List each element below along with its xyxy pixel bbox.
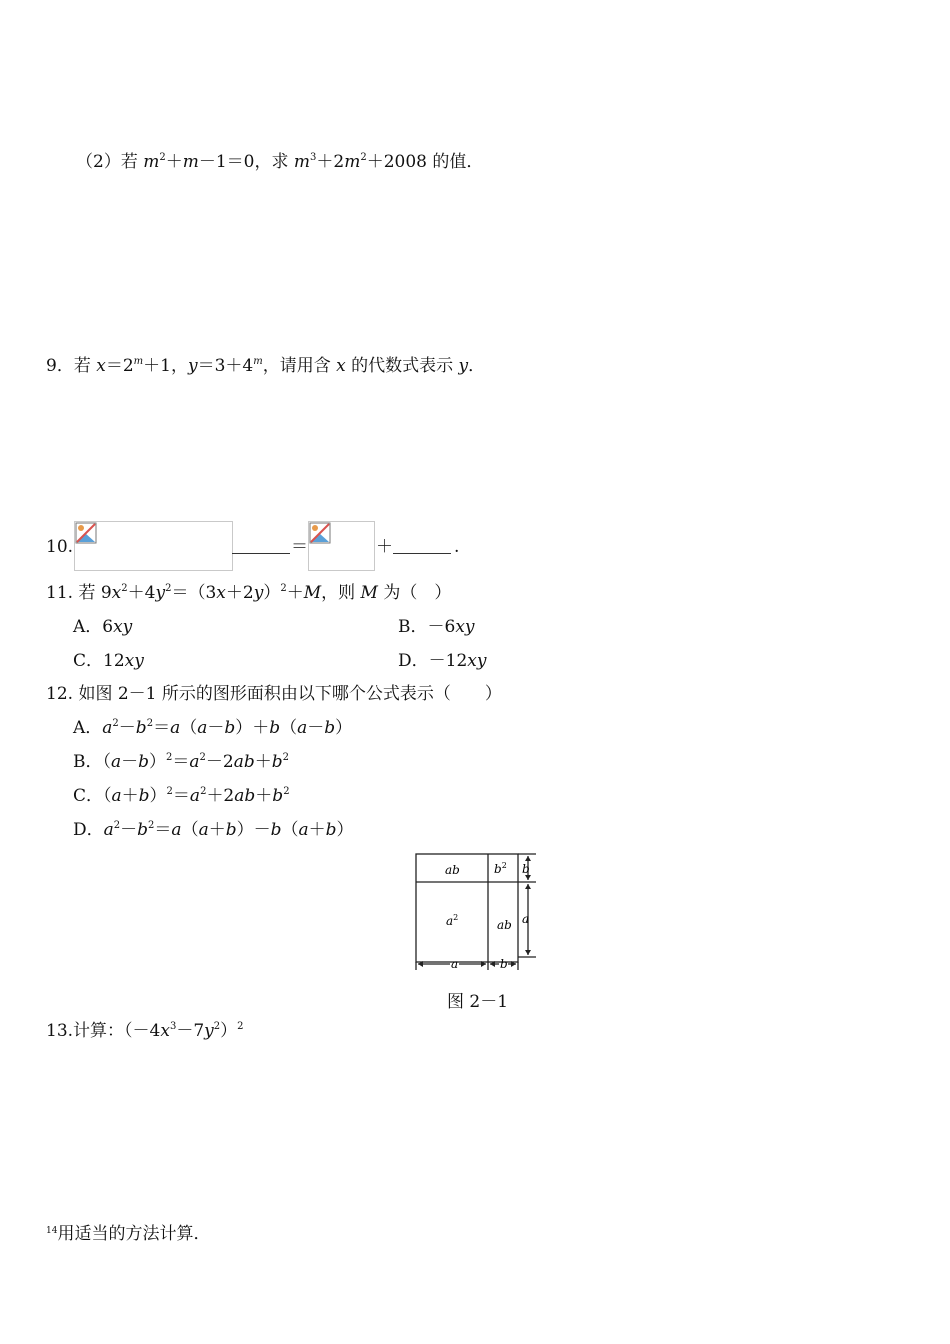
missing-image-1 bbox=[74, 521, 233, 571]
figure-caption: 图 2－1 bbox=[447, 992, 509, 1012]
option-12-d[interactable]: D．$a^2-b^2=a(a+b)-b(a+b)$ bbox=[73, 820, 354, 840]
question-9: 9．若 $x=2^m+1$，$y=3+4^m$，请用含 x 的代数式表示 y． bbox=[46, 356, 486, 376]
question-13: 13.计算：$(-4x^3-7y^2)^2$ bbox=[46, 1021, 244, 1041]
question-10-number: 10. bbox=[46, 537, 74, 557]
option-12-b[interactable]: B．$(a-b)^2=a^2-2ab+b^2$ bbox=[73, 752, 290, 772]
figure-label-b-squared: $b^2$ bbox=[494, 861, 507, 876]
missing-image-2 bbox=[308, 521, 375, 571]
option-11-b[interactable]: B．－6xy bbox=[398, 617, 475, 637]
question-10-plus: ＋ bbox=[376, 537, 393, 557]
question-10-blank-1[interactable] bbox=[232, 535, 290, 561]
broken-image-icon bbox=[309, 522, 331, 544]
figure-label-a-squared: $a^2$ bbox=[446, 913, 459, 928]
figure-label-bottom-a: a bbox=[451, 957, 459, 971]
option-11-d[interactable]: D．－12xy bbox=[398, 651, 487, 671]
figure-label-ab-top: ab bbox=[445, 863, 460, 877]
option-12-a[interactable]: A．$a^2-b^2=a(a-b)+b(a-b)$ bbox=[73, 718, 353, 738]
figure-label-side-a: a bbox=[522, 912, 530, 926]
question-10-end: . bbox=[454, 537, 460, 557]
option-11-a[interactable]: A．6xy bbox=[73, 617, 133, 637]
figure-label-ab-right: ab bbox=[497, 918, 512, 932]
question-11: 11. 若 $9x^2+4y^2=(3x+2y)^2+M$，则 M 为（ ） bbox=[46, 583, 452, 603]
question-14: $^{14}$用适当的方法计算． bbox=[46, 1224, 211, 1244]
option-12-c[interactable]: C．$(a+b)^2=a^2+2ab+b^2$ bbox=[73, 786, 290, 806]
question-8-part-2: （2）若 $m^2+m-1=0$，求 $m^3+2m^2+2008$ 的值． bbox=[76, 152, 484, 172]
figure-label-side-b: b bbox=[522, 862, 530, 876]
option-11-c[interactable]: C．12xy bbox=[73, 651, 144, 671]
figure-2-1 bbox=[410, 850, 540, 974]
question-10-blank-2[interactable] bbox=[393, 535, 451, 561]
broken-image-icon bbox=[75, 522, 97, 544]
question-10-equals: ＝ bbox=[291, 537, 308, 557]
question-12-stem: 12. 如图 2－1 所示的图形面积由以下哪个公式表示（ ） bbox=[46, 684, 502, 704]
figure-label-bottom-b: b bbox=[500, 957, 508, 971]
